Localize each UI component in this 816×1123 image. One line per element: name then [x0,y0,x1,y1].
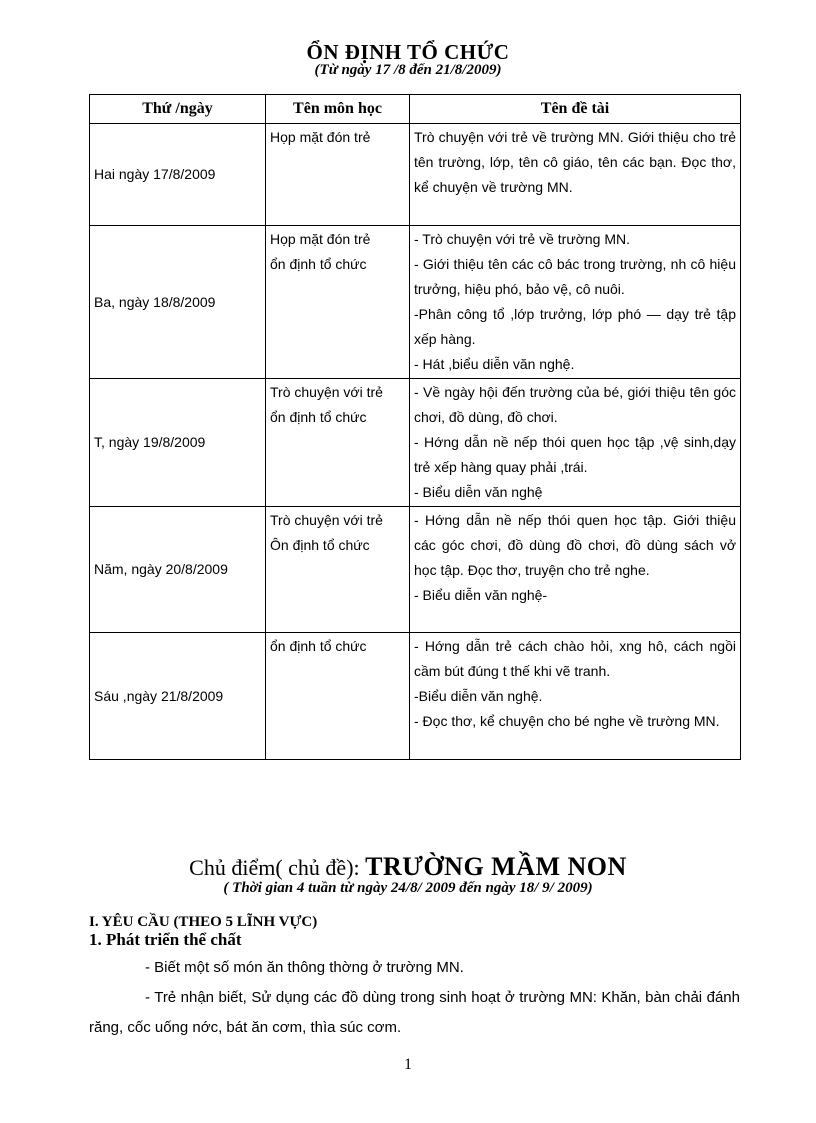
topic-cell [410,507,741,633]
subject-line: ổn định tổ chức [270,256,367,272]
table-header-row [90,95,741,124]
subject-line: Trò chuyện với trẻ [270,384,383,400]
subject-line: Ôn định tổ chức [270,537,370,553]
topic-line: - Về ngày hội đến trường của bé, giới thiệu tên góc chơi, đồ dùng, đồ chơi. [414,384,736,425]
table-row [90,379,741,507]
day-cell: T, ngày 19/8/2009 [90,379,266,507]
topic-cell [410,633,741,760]
table-row [90,124,741,226]
column-header-subject: Tên môn học [266,95,410,124]
table-row [90,507,741,633]
subject-cell [266,507,410,633]
topic-line: - Hớng dẫn nề nếp thói quen học tập. Giới thiệu các góc chơi, đồ dùng đồ chơi, đồ dùng sách vở học tập. Đọc thơ, truyện cho trẻ nghe. [414,512,736,578]
topic-line: - Hát ,biểu diễn văn nghệ. [414,356,575,372]
topic-line: - Trò chuyện với trẻ về trường MN. [414,231,631,247]
subject-cell [266,633,410,760]
theme-title [0,852,816,882]
subject-cell [266,379,410,507]
subject-cell [266,226,410,379]
theme-lead: Chủ điểm( chủ đề): [189,855,366,880]
topic-cell [410,124,741,226]
topic-line: -Biểu diễn văn nghệ. [414,688,543,704]
topic-cell [410,379,741,507]
topic-line: - Biểu diễn văn nghệ [414,484,543,500]
topic-line: -Phân công tổ ,lớp trưởng, lớp phó — dạy trẻ tập xếp hàng. [414,306,736,347]
table-row [90,633,741,760]
table-row [90,226,741,379]
subsection-heading: 1. Phát triển thể chất [89,930,242,949]
subject-line: Họp mặt đón trẻ [270,231,371,247]
subject-line: Họp mặt đón trẻ [270,129,371,145]
subject-line: ổn định tổ chức [270,638,367,654]
column-header-day: Thứ /ngày [90,95,266,124]
topic-line: - Biểu diễn văn nghệ- [414,587,548,603]
topic-line: - Giới thiệu tên các cô bác trong trường, nh cô hiệu trưởng, hiệu phó, bảo vệ, cô nuôi. [414,256,736,297]
subject-cell [266,124,410,226]
paragraph: - Biết một số món ăn thông thờng ở trường MN. [145,959,464,976]
theme-duration: ( Thời gian 4 tuần từ ngày 24/8/ 2009 đến ngày 18/ 9/ 2009) [223,880,593,896]
schedule-table [89,94,741,760]
date-range-subtitle: (Từ ngày 17 /8 đến 21/8/2009) [314,62,502,78]
page-title: ỔN ĐỊNH TỔ CHỨC [306,40,510,64]
day-cell: Hai ngày 17/8/2009 [90,124,266,226]
paragraph: - Trẻ nhận biết, Sử dụng các đồ dùng trong sinh hoạt ở trường MN: Khăn, bàn chải đánh răng, cốc uống nớc, bát ăn cơm, thìa súc cơm. [89,989,740,1036]
topic-line: - Hớng dẫn trẻ cách chào hỏi, xng hô, cách ngồi cầm bút đúng t thế khi vẽ tranh. [414,638,736,679]
day-cell: Năm, ngày 20/8/2009 [90,507,266,633]
theme-name: TRƯỜNG MẦM NON [365,852,627,881]
topic-line: - Hớng dẫn nề nếp thói quen học tập ,vệ sinh,dạy trẻ xếp hàng quay phải ,trái. [414,434,736,475]
topic-line: - Đọc thơ, kể chuyện cho bé nghe về trường MN. [414,713,720,729]
column-header-topic: Tên đề tài [410,95,741,124]
section-heading: I. YÊU CẦU (THEO 5 LĨNH VỰC) [89,914,318,930]
day-cell: Sáu ,ngày 21/8/2009 [90,633,266,760]
day-cell: Ba, ngày 18/8/2009 [90,226,266,379]
subject-line: ổn định tổ chức [270,409,367,425]
subject-line: Trò chuyện với trẻ [270,512,383,528]
topic-cell [410,226,741,379]
page-number: 1 [404,1056,412,1073]
topic-line: Trò chuyện với trẻ về trường MN. Giới thiệu cho trẻ tên trường, lớp, tên cô giáo, tên các bạn. Đọc thơ, kể chuyện về trường MN. [414,129,736,195]
